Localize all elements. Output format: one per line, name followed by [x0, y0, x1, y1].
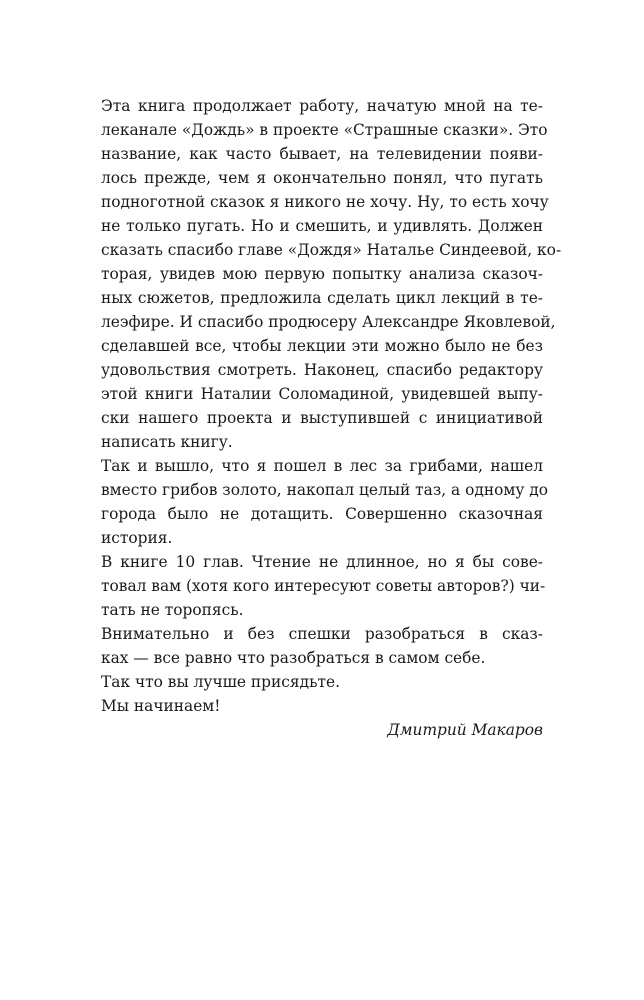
- text-line: Так что вы лучше присядьте.: [101, 673, 340, 691]
- text-line: ски нашего проекта и выступившей с инициативой: [101, 409, 543, 427]
- text-line: товал вам (хотя кого интересуют советы авторов?) чи-: [101, 577, 546, 595]
- paragraph: [101, 94, 562, 454]
- text-line: Мы начинаем!: [101, 697, 221, 715]
- text-line: лось прежде, чем я окончательно понял, что пугать: [101, 169, 543, 187]
- text-line: сделавшей все, чтобы лекции эти можно было не без: [101, 337, 543, 355]
- text-line: леканале «Дождь» в проекте «Страшные сказки». Это: [101, 121, 548, 139]
- text-line: ках — все равно что разобраться в самом себе.: [101, 649, 486, 667]
- paragraph: [101, 670, 543, 694]
- text-line: удовольствия смотреть. Наконец, спасибо редактору: [101, 361, 543, 379]
- text-line: этой книги Наталии Соломадиной, увидевшей выпу-: [101, 385, 543, 403]
- text-line: написать книгу.: [101, 433, 233, 451]
- text-line: Эта книга продолжает работу, начатую мной на те-: [101, 97, 543, 115]
- text-line: сказать спасибо главе «Дождя» Наталье Синдеевой, ко-: [101, 241, 562, 259]
- text-line: Так и вышло, что я пошел в лес за грибами, нашел: [101, 457, 543, 475]
- text-line: не только пугать. Но и смешить, и удивлять. Должен: [101, 217, 543, 235]
- text-line: тать не торопясь.: [101, 601, 244, 619]
- preface-text: [101, 94, 562, 742]
- text-line: торая, увидев мою первую попытку анализа сказоч-: [101, 265, 543, 283]
- paragraph: [101, 622, 543, 670]
- text-line: название, как часто бывает, на телевидении появи-: [101, 145, 543, 163]
- text-line: города было не дотащить. Совершенно сказочная: [101, 505, 543, 523]
- text-line: история.: [101, 529, 173, 547]
- text-line: вместо грибов золото, накопал целый таз, а одному до: [101, 481, 549, 499]
- text-line: леэфире. И спасибо продюсеру Александре Яковлевой,: [101, 313, 556, 331]
- author-signature: Дмитрий Макаров: [387, 721, 543, 739]
- text-line: ных сюжетов, предложила сделать цикл лекций в те-: [101, 289, 543, 307]
- paragraph: [101, 694, 543, 718]
- text-line: Внимательно и без спешки разобраться в сказ-: [101, 625, 543, 643]
- paragraph: [101, 550, 546, 622]
- text-line: подноготной сказок я никого не хочу. Ну, то есть хочу: [101, 193, 549, 211]
- text-line: В книге 10 глав. Чтение не длинное, но я бы сове-: [101, 553, 543, 571]
- paragraph: [101, 454, 549, 550]
